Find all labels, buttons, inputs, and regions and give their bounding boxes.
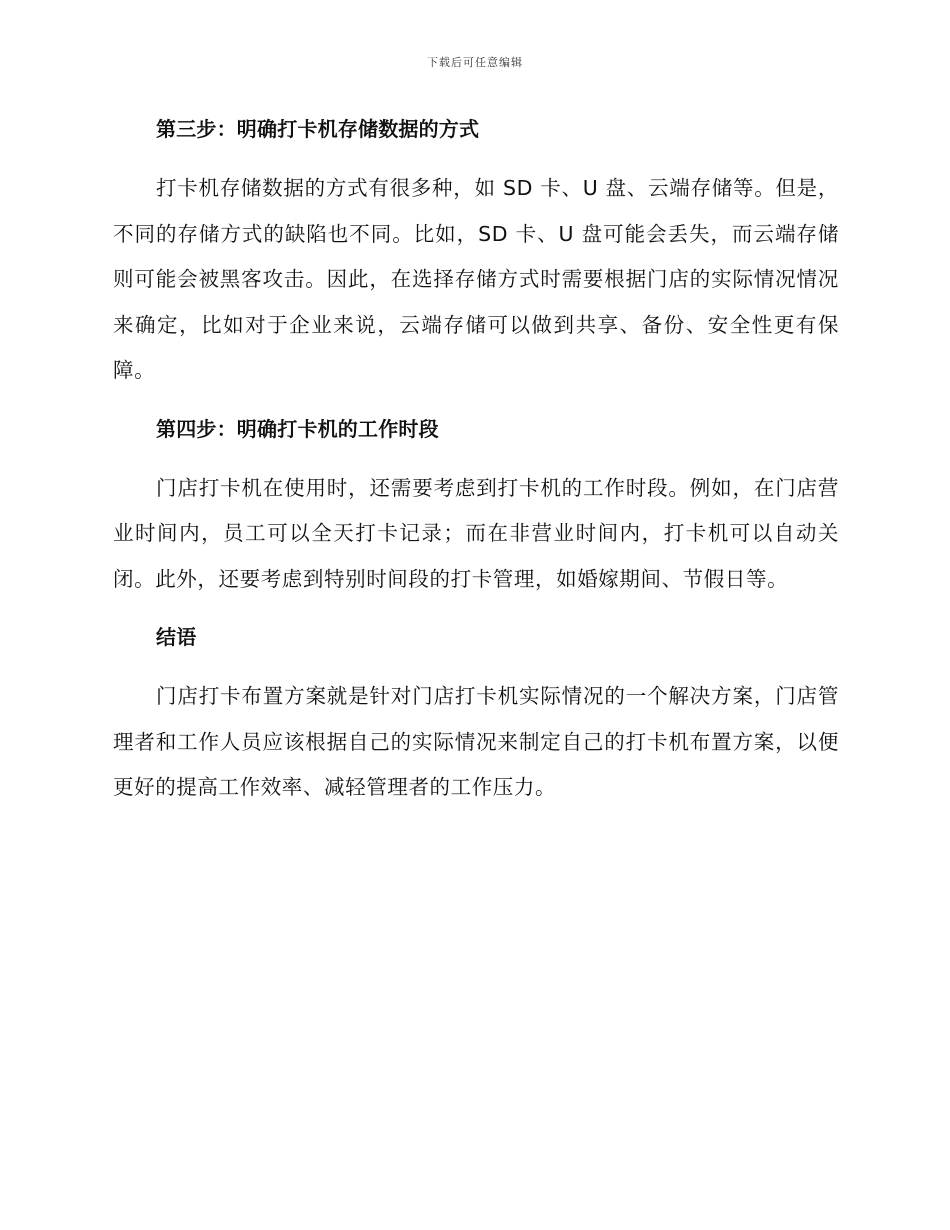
section-heading-step-three: 第三步：明确打卡机存储数据的方式 — [156, 117, 480, 141]
section-heading-conclusion: 结语 — [156, 625, 197, 649]
document-body — [113, 112, 839, 811]
section-paragraph-step-four: 门店打卡机在使用时，还需要考虑到打卡机的工作时段。例如，在门店营业时间内，员工可以全天打卡记录；而在非营业时间内，打卡机可以自动关闭。此外，还要考虑到特别时间段的打卡管理，如婚嫁期间、节假日等。 — [113, 475, 839, 591]
section-paragraph-conclusion: 门店打卡布置方案就是针对门店打卡机实际情况的一个解决方案，门店管理者和工作人员应该根据自己的实际情况来制定自己的打卡机布置方案，以便更好的提高工作效率、减轻管理者的工作压力。 — [113, 684, 839, 799]
page-header: 下载后可任意编辑 — [427, 56, 523, 69]
section-paragraph-step-three: 打卡机存储数据的方式有很多种，如 SD 卡、U 盘、云端存储等。但是，不同的存储方式的缺陷也不同。比如，SD 卡、U 盘可能会丢失，而云端存储则可能会被黑客攻击。因此，在选择存储方式时需要根据门店的实际情况情况来确定，比如对于企业来说，云端存储可以做到共享、备份、安全性更有保障。 — [113, 176, 839, 382]
section-heading-step-four: 第四步：明确打卡机的工作时段 — [156, 416, 439, 441]
